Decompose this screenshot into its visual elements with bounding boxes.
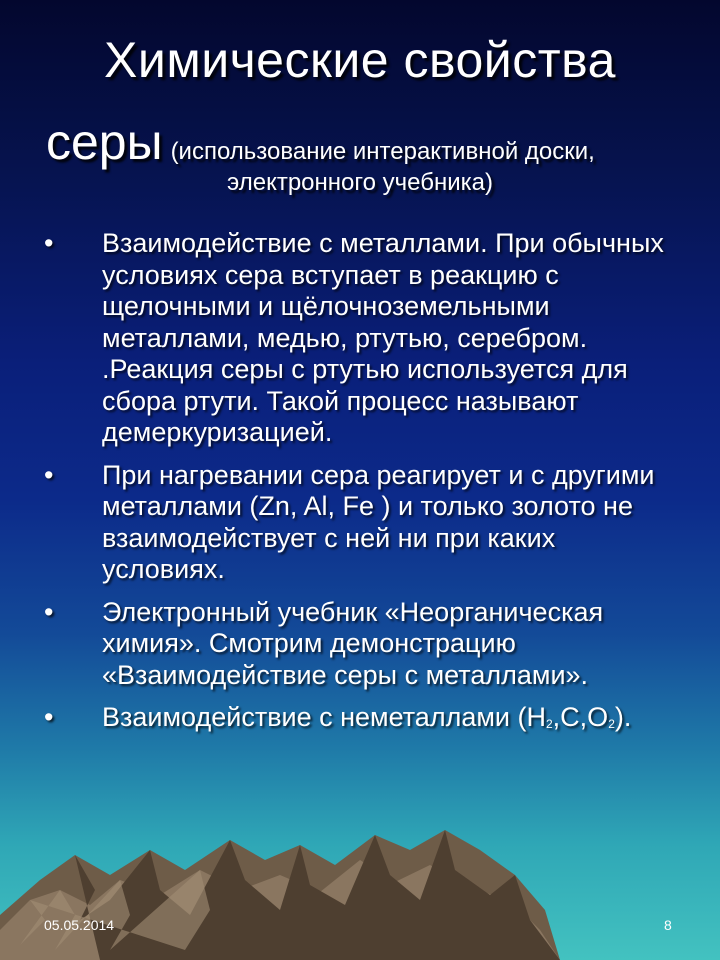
bullet-list [44,228,684,752]
title-subtitle-part-1: (использование интерактивной доски, [170,138,595,165]
bullet-icon: • [44,228,54,258]
bullet-item [44,228,684,449]
mountains-illustration [0,820,720,960]
footer-date: 05.05.2014 [44,917,115,933]
bullet-icon: • [44,596,54,627]
bullet-item [44,460,684,586]
bullet-icon: • [44,702,54,732]
bullet-text: При нагревании сера реагирует и с другими металлами (Zn, Al, Fe ) и только золото не взаимодействует с ней ни при каких условиях. [102,459,655,584]
slide-title [0,30,720,196]
bullet-item [44,597,684,692]
bullet-item [44,702,684,741]
bullet-text-middle: ,C,O [552,702,609,732]
bullet-text-suffix: ). [614,702,632,732]
bullet-text [102,702,631,732]
mountain-shadow [75,830,560,960]
subscript-oxygen: 2 [608,717,615,731]
title-line-1: Химические свойства [104,32,616,88]
bullet-text: Электронный учебник «Неорганическая химия». Смотрим демонстрацию «Взаимодействие серы с металлами». [102,596,604,690]
slide-number: 8 [664,917,672,933]
bullet-text-prefix: Взаимодействие с неметаллами (H [102,702,546,732]
bullet-text: Взаимодействие с металлами. При обычных условиях сера вступает в реакцию с щелочными и щёлочноземельными металлами, медью, ртутью, серебром. .Реакция серы с ртутью используется для сбора ртути. Такой процесс называют демеркуризацией. [102,228,664,447]
title-subtitle-part-2: электронного учебника) [227,169,493,196]
subscript-hydrogen: 2 [545,717,553,731]
bullet-icon: • [44,459,54,490]
title-line-2 [46,112,595,172]
title-main-word: серы [46,114,163,170]
